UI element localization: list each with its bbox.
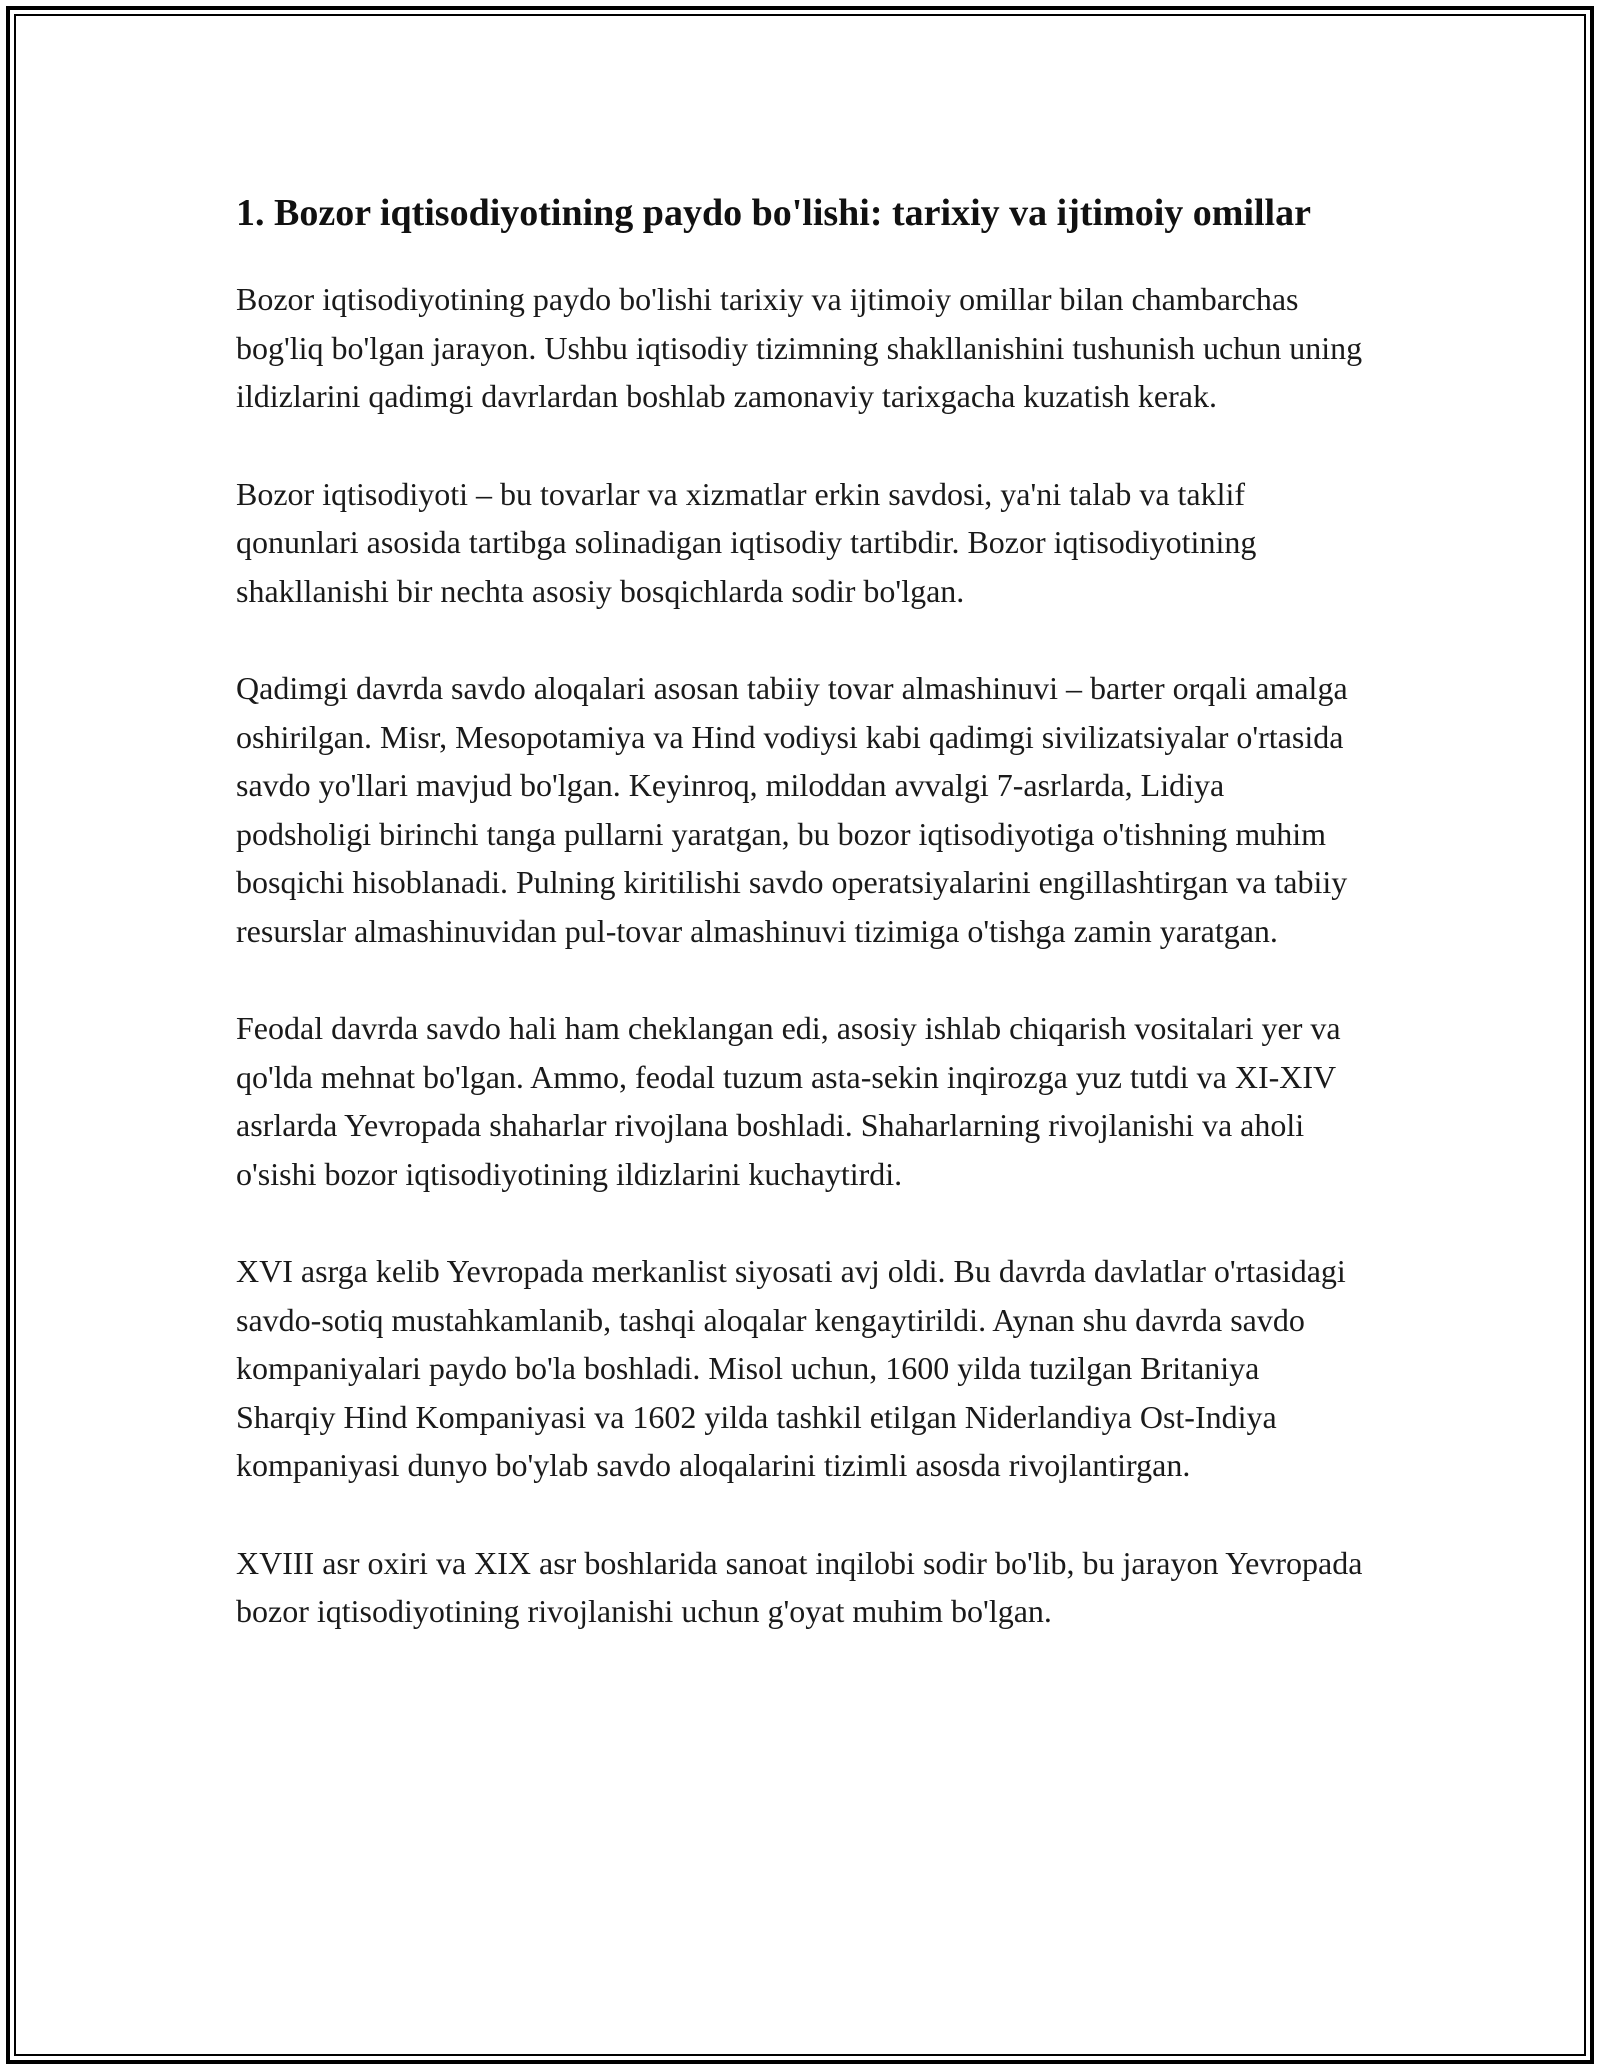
document-body [236, 186, 1366, 1685]
paragraph-industrial-revolution: XVIII asr oxiri va XIX asr boshlarida sanoat inqilobi sodir bo'lib, bu jarayon Yevropada bozor iqtisodiyotining rivojlanishi uchun g'oyat muhim bo'lgan. [236, 1544, 1363, 1629]
paragraph-definition: Bozor iqtisodiyoti – bu tovarlar va xizmatlar erkin savdosi, ya'ni talab va taklif qonunlari asosida tartibga solinadigan iqtisodiy tartibdir. Bozor iqtisodiyotining shakllanishi bir nechta asosiy bosqichlarda sodir bo'lgan. [236, 475, 1257, 609]
paragraph-mercantilism: XVI asrga kelib Yevropada merkanlist siyosati avj oldi. Bu davrda davlatlar o'rtasidagi savdo-sotiq mustahkamlanib, tashqi aloqalar kengaytirildi. Aynan shu davrda savdo kompaniyalari paydo bo'la boshladi. Misol uchun, 1600 yilda tuzilgan Britaniya Sharqiy Hind Kompaniyasi va 1602 yilda tashkil etilgan Niderlandiya Ost-Indiya kompaniyasi dunyo bo'ylab savdo aloqalarini tizimli asosda rivojlantirgan. [236, 1253, 1346, 1483]
section-heading: 1. Bozor iqtisodiyotining paydo bo'lishi: tarixiy va ijtimoiy omillar [236, 192, 1311, 234]
paragraph-intro: Bozor iqtisodiyotining paydo bo'lishi tarixiy va ijtimoiy omillar bilan chambarchas bog'liq bo'lgan jarayon. Ushbu iqtisodiy tizimning shakllanishini tushunish uchun uning ildizlarini qadimgi davrlardan boshlab zamonaviy tarixgacha kuzatish kerak. [236, 281, 1363, 414]
paragraph-ancient-period: Qadimgi davrda savdo aloqalari asosan tabiiy tovar almashinuvi – barter orqali amalga oshirilgan. Misr, Mesopotamiya va Hind vodiysi kabi qadimgi sivilizatsiyalar o'rtasida savdo yo'llari mavjud bo'lgan. Keyinroq, miloddan avvalgi 7-asrlarda, Lidiya podsholigi birinchi tanga pullarni yaratgan, bu bozor iqtisodiyotiga o'tishning muhim bosqichi hisoblanadi. Pulning kiritilishi savdo operatsiyalarini engillashtirgan va tabiiy resurslar almashinuvidan pul-tovar almashinuvi tizimiga o'tishga zamin yaratgan. [236, 670, 1348, 949]
paragraph-feudal-period: Feodal davrda savdo hali ham cheklangan edi, asosiy ishlab chiqarish vositalari yer va qo'lda mehnat bo'lgan. Ammo, feodal tuzum asta-sekin inqirozga yuz tutdi va XI-XIV asrlarda Yevropada shaharlar rivojlana boshladi. Shaharlarning rivojlanishi va aholi o'sishi bozor iqtisodiyotining ildizlarini kuchaytirdi. [236, 1010, 1341, 1192]
